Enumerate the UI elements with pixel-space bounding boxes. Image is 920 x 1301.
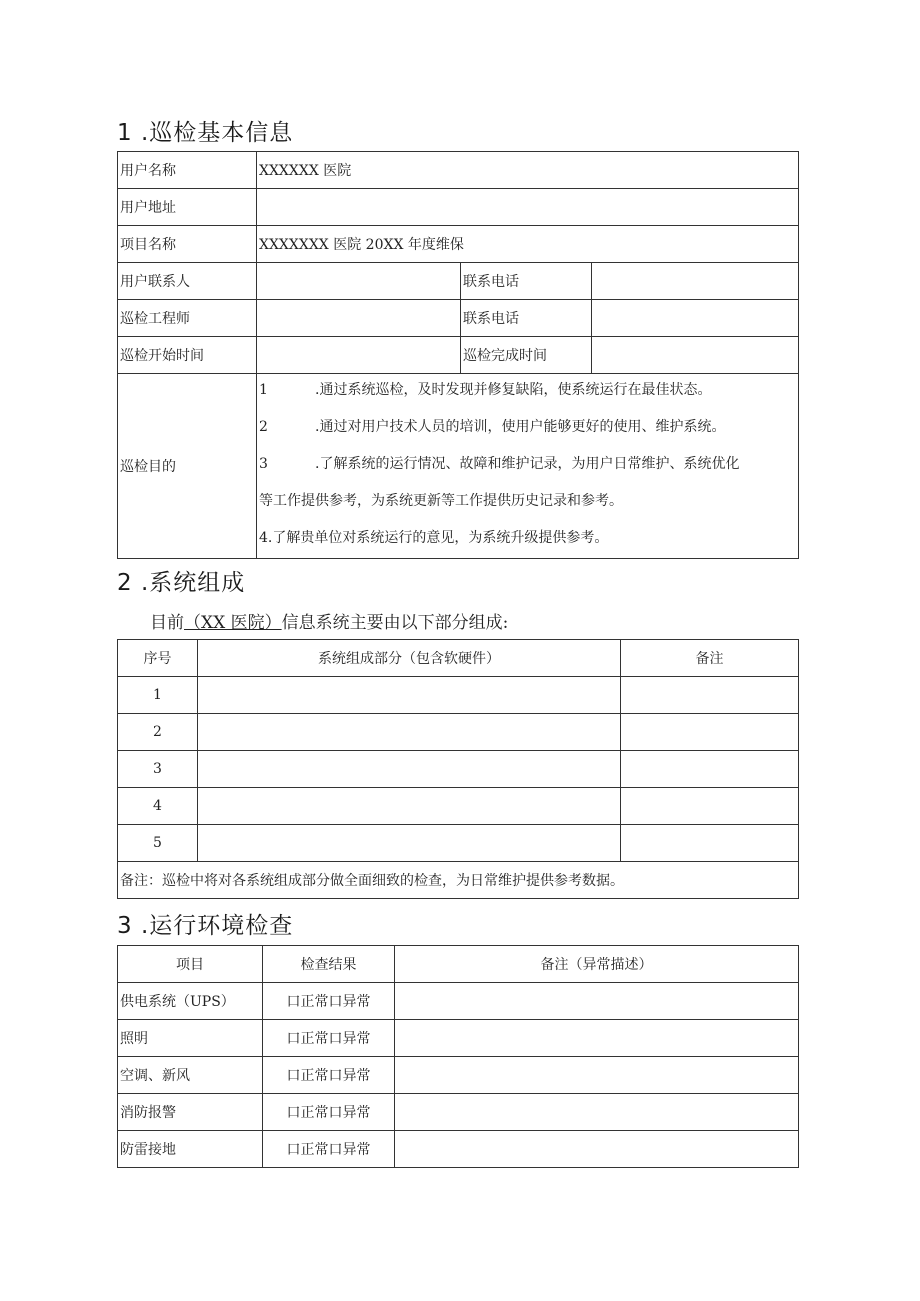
environment-check-table bbox=[117, 945, 799, 1168]
item-cell: 防雷接地 bbox=[118, 1131, 263, 1168]
purpose-line: 1 .通过系统巡检，及时发现并修复缺陷，使系统运行在最佳状态。 bbox=[259, 382, 712, 398]
component-cell[interactable] bbox=[198, 825, 621, 862]
section2-title: 2 .系统组成 bbox=[117, 570, 246, 596]
row-index: 1 bbox=[118, 677, 198, 714]
remark-cell[interactable] bbox=[395, 1131, 799, 1168]
engineer-phone-label: 联系电话 bbox=[461, 300, 592, 337]
header-index: 序号 bbox=[118, 640, 198, 677]
contact-phone-value[interactable] bbox=[592, 263, 799, 300]
component-cell[interactable] bbox=[198, 714, 621, 751]
basic-info-table bbox=[117, 151, 799, 559]
purpose-line: 3 .了解系统的运行情况、故障和维护记录，为用户日常维护、系统优化 bbox=[259, 456, 740, 472]
item-cell: 空调、新风 bbox=[118, 1057, 263, 1094]
user-address-label: 用户地址 bbox=[118, 189, 257, 226]
table-row bbox=[118, 152, 799, 189]
engineer-value[interactable] bbox=[257, 300, 461, 337]
item-cell: 供电系统（UPS） bbox=[118, 983, 263, 1020]
header-component: 系统组成部分（包含软硬件） bbox=[198, 640, 621, 677]
remark-cell[interactable] bbox=[395, 983, 799, 1020]
system-composition-table bbox=[117, 639, 799, 899]
remark-cell[interactable] bbox=[395, 1020, 799, 1057]
table-row bbox=[118, 300, 799, 337]
table-header-row bbox=[118, 640, 799, 677]
section3-title: 3 .运行环境检查 bbox=[117, 913, 294, 939]
remark-cell[interactable] bbox=[621, 825, 799, 862]
component-cell[interactable] bbox=[198, 788, 621, 825]
table-row bbox=[118, 1020, 799, 1057]
user-name-label: 用户名称 bbox=[118, 152, 257, 189]
row-index: 2 bbox=[118, 714, 198, 751]
result-checkbox[interactable]: 口正常口异常 bbox=[263, 1131, 395, 1168]
row-index: 5 bbox=[118, 825, 198, 862]
composition-note: 备注：巡检中将对各系统组成部分做全面细致的检查，为日常维护提供参考数据。 bbox=[118, 862, 799, 899]
remark-cell[interactable] bbox=[395, 1057, 799, 1094]
user-contact-value[interactable] bbox=[257, 263, 461, 300]
remark-cell[interactable] bbox=[621, 677, 799, 714]
engineer-phone-value[interactable] bbox=[592, 300, 799, 337]
start-time-value[interactable] bbox=[257, 337, 461, 374]
section1-title: 1 .巡检基本信息 bbox=[117, 120, 294, 146]
purpose-line: 4.了解贵单位对系统运行的意见，为系统升级提供参考。 bbox=[259, 530, 609, 546]
table-header-row bbox=[118, 946, 799, 983]
section2-intro: 目前（XX 医院）信息系统主要由以下部分组成: bbox=[150, 613, 509, 633]
engineer-label: 巡检工程师 bbox=[118, 300, 257, 337]
remark-cell[interactable] bbox=[621, 714, 799, 751]
result-checkbox[interactable]: 口正常口异常 bbox=[263, 983, 395, 1020]
header-result: 检查结果 bbox=[263, 946, 395, 983]
hospital-name-blank[interactable]: （XX 医院） bbox=[184, 613, 282, 633]
item-cell: 消防报警 bbox=[118, 1094, 263, 1131]
table-row bbox=[118, 677, 799, 714]
header-item: 项目 bbox=[118, 946, 263, 983]
component-cell[interactable] bbox=[198, 751, 621, 788]
table-row bbox=[118, 825, 799, 862]
user-address-value[interactable] bbox=[257, 189, 799, 226]
remark-cell[interactable] bbox=[621, 788, 799, 825]
user-name-value[interactable]: XXXXXX 医院 bbox=[257, 152, 799, 189]
table-row bbox=[118, 983, 799, 1020]
purpose-line: 2 .通过对用户技术人员的培训，使用户能够更好的使用、维护系统。 bbox=[259, 419, 726, 435]
purpose-content bbox=[257, 374, 799, 559]
table-row bbox=[118, 714, 799, 751]
purpose-line: 等工作提供参考，为系统更新等工作提供历史记录和参考。 bbox=[259, 493, 623, 509]
table-row bbox=[118, 226, 799, 263]
row-index: 3 bbox=[118, 751, 198, 788]
table-row bbox=[118, 189, 799, 226]
result-checkbox[interactable]: 口正常口异常 bbox=[263, 1057, 395, 1094]
project-name-value[interactable]: XXXXXXX 医院 20XX 年度维保 bbox=[257, 226, 799, 263]
remark-cell[interactable] bbox=[395, 1094, 799, 1131]
contact-phone-label: 联系电话 bbox=[461, 263, 592, 300]
table-row bbox=[118, 788, 799, 825]
table-row bbox=[118, 751, 799, 788]
table-row bbox=[118, 1131, 799, 1168]
table-row bbox=[118, 337, 799, 374]
header-remark: 备注 bbox=[621, 640, 799, 677]
table-row bbox=[118, 1057, 799, 1094]
purpose-label: 巡检目的 bbox=[118, 374, 257, 559]
remark-cell[interactable] bbox=[621, 751, 799, 788]
item-cell: 照明 bbox=[118, 1020, 263, 1057]
table-row bbox=[118, 263, 799, 300]
end-time-value[interactable] bbox=[592, 337, 799, 374]
project-name-label: 项目名称 bbox=[118, 226, 257, 263]
table-row bbox=[118, 1094, 799, 1131]
result-checkbox[interactable]: 口正常口异常 bbox=[263, 1094, 395, 1131]
table-row bbox=[118, 374, 799, 559]
end-time-label: 巡检完成时间 bbox=[461, 337, 592, 374]
header-remark: 备注（异常描述） bbox=[395, 946, 799, 983]
result-checkbox[interactable]: 口正常口异常 bbox=[263, 1020, 395, 1057]
component-cell[interactable] bbox=[198, 677, 621, 714]
row-index: 4 bbox=[118, 788, 198, 825]
table-row bbox=[118, 862, 799, 899]
start-time-label: 巡检开始时间 bbox=[118, 337, 257, 374]
user-contact-label: 用户联系人 bbox=[118, 263, 257, 300]
